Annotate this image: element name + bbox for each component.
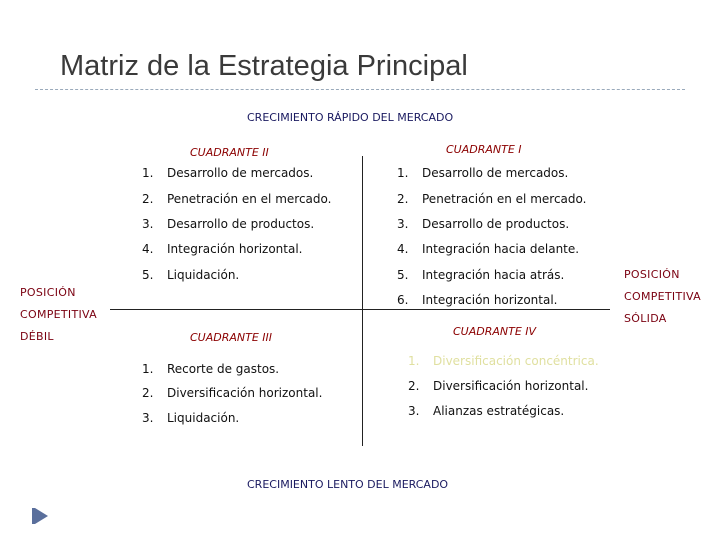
list-item [397,268,564,282]
list-item [142,268,239,282]
item-text: Desarrollo de mercados. [422,166,569,180]
item-number: 2. [408,379,420,393]
list-item [408,404,564,418]
list-item [408,354,599,368]
item-number: 4. [142,242,154,256]
item-number: 5. [142,268,154,282]
axis-bottom-label: CRECIMIENTO LENTO DEL MERCADO [247,478,449,491]
axis-top-label: CRECIMIENTO RÁPIDO DEL MERCADO [247,111,454,124]
slide-title: Matriz de la Estrategia Principal [60,50,468,82]
item-text: Integración hacia atrás. [422,268,565,282]
list-item [142,166,313,180]
list-item [408,379,588,393]
item-number: 1. [142,362,154,376]
item-text: Integración horizontal. [167,242,303,256]
list-item [142,217,314,231]
item-text: Desarrollo de productos. [422,217,570,231]
item-text: Liquidación. [167,411,240,425]
item-number: 2. [142,192,154,206]
right-label-line3: SÓLIDA [624,312,667,325]
item-number: 3. [397,217,409,231]
next-slide-icon[interactable] [35,508,48,524]
item-text: Diversificación horizontal. [433,379,589,393]
horizontal-axis [110,309,610,310]
list-item [142,411,239,425]
item-text: Desarrollo de productos. [167,217,315,231]
right-label-line2: COMPETITIVA [624,290,701,303]
list-item [397,166,568,180]
item-number: 3. [142,217,154,231]
item-number: 1. [408,354,420,368]
title-divider [35,89,685,90]
quadrant-iii-title: CUADRANTE III [190,331,273,344]
item-text: Penetración en el mercado. [422,192,587,206]
list-item [397,293,558,307]
left-label-line3: DÉBIL [20,330,54,343]
item-number: 6. [397,293,409,307]
item-number: 3. [408,404,420,418]
right-label-line1: POSICIÓN [624,268,680,281]
item-text: Recorte de gastos. [167,362,280,376]
list-item [142,242,303,256]
list-item [142,386,322,400]
item-number: 3. [142,411,154,425]
list-item [397,192,586,206]
item-number: 5. [397,268,409,282]
vertical-axis [362,156,363,446]
item-number: 2. [142,386,154,400]
item-text: Integración horizontal. [422,293,558,307]
item-text: Liquidación. [167,268,240,282]
item-text: Desarrollo de mercados. [167,166,314,180]
list-item [142,192,331,206]
list-item [397,242,579,256]
list-item [142,362,279,376]
left-label-line2: COMPETITIVA [20,308,97,321]
item-text: Diversificación horizontal. [167,386,323,400]
list-item [397,217,569,231]
item-number: 2. [397,192,409,206]
item-text: Alianzas estratégicas. [433,404,565,418]
item-text: Integración hacia delante. [422,242,580,256]
item-text: Diversificación concéntrica. [433,354,599,368]
item-number: 1. [142,166,154,180]
quadrant-iv-title: CUADRANTE IV [453,325,537,338]
quadrant-ii-title: CUADRANTE II [190,146,269,159]
item-number: 1. [397,166,409,180]
left-label-line1: POSICIÓN [20,286,76,299]
item-number: 4. [397,242,409,256]
item-text: Penetración en el mercado. [167,192,332,206]
quadrant-i-title: CUADRANTE I [446,143,522,156]
